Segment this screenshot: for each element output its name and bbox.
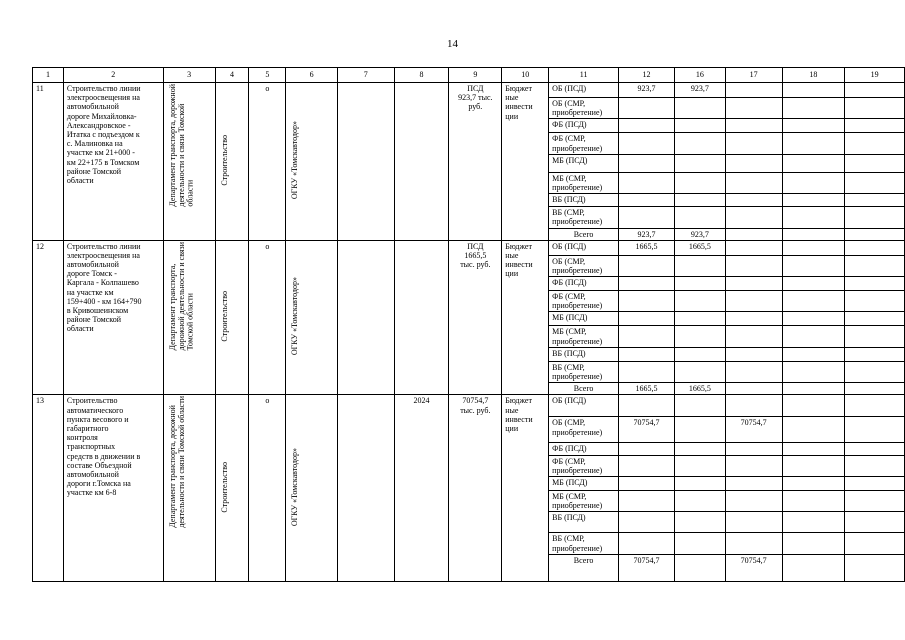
- fund-label: ВБ (СМР, приобретение): [549, 207, 619, 228]
- value-col19: [845, 347, 905, 361]
- value-col17: [725, 395, 782, 417]
- department: [163, 83, 215, 241]
- value-col12: [619, 133, 675, 154]
- value-col18: [782, 291, 845, 312]
- value-col16: 1665,5: [674, 383, 725, 395]
- department-text: Департамент транспорта, дорожной деятельности и связи Томской области: [167, 84, 195, 207]
- header-cell: 19: [845, 68, 905, 83]
- fund-label: МБ (СМР, приобретение): [549, 172, 619, 193]
- value-col16: [674, 207, 725, 228]
- value-col19: [845, 240, 905, 255]
- value-col19: [845, 383, 905, 395]
- fund-label: ФБ (СМР, приобретение): [549, 291, 619, 312]
- header-cell: 11: [549, 68, 619, 83]
- fund-label: МБ (ПСД): [549, 154, 619, 172]
- psd-cost: ПСД 1665,5 тыс. руб.: [449, 240, 502, 395]
- value-col16: [674, 361, 725, 382]
- value-col12: [619, 326, 675, 347]
- year-value: 2024: [394, 395, 449, 581]
- work-type-text: Строительство: [219, 134, 229, 186]
- value-col16: [674, 98, 725, 119]
- value-col17: [725, 312, 782, 326]
- header-cell: 1: [33, 68, 64, 83]
- value-col17: [725, 383, 782, 395]
- work-type: [215, 83, 249, 241]
- fund-label: Всего: [549, 228, 619, 240]
- fund-label: МБ (ПСД): [549, 312, 619, 326]
- header-row: [33, 68, 905, 83]
- value-col17: [725, 172, 782, 193]
- value-col12: [619, 455, 675, 476]
- fund-label: ОБ (ПСД): [549, 240, 619, 255]
- value-col12: [619, 98, 675, 119]
- value-col12: [619, 443, 675, 455]
- fund-label: ОБ (СМР, приобретение): [549, 255, 619, 276]
- row-number: 13: [33, 395, 64, 581]
- value-col18: [782, 312, 845, 326]
- value-col16: [674, 172, 725, 193]
- value-col17: [725, 119, 782, 133]
- value-col16: [674, 154, 725, 172]
- value-col12: [619, 347, 675, 361]
- year-value: [394, 83, 449, 241]
- fund-label: ОБ (ПСД): [549, 83, 619, 98]
- work-type: [215, 240, 249, 395]
- value-col16: [674, 455, 725, 476]
- fund-label: Всего: [549, 554, 619, 581]
- value-col18: [782, 361, 845, 382]
- value-col16: [674, 476, 725, 490]
- value-col12: [619, 291, 675, 312]
- header-cell: 16: [674, 68, 725, 83]
- fund-label: МБ (СМР, приобретение): [549, 326, 619, 347]
- header-cell: 18: [782, 68, 845, 83]
- value-col17: 70754,7: [725, 417, 782, 443]
- value-col16: 923,7: [674, 83, 725, 98]
- value-col19: [845, 476, 905, 490]
- value-col17: [725, 277, 782, 291]
- value-col16: [674, 417, 725, 443]
- value-col17: [725, 154, 782, 172]
- value-col12: [619, 533, 675, 554]
- value-col17: [725, 291, 782, 312]
- value-col18: [782, 207, 845, 228]
- customer-text: ОГКУ «Томскавтодор»: [290, 447, 300, 526]
- header-cell: 6: [286, 68, 338, 83]
- header-cell: 4: [215, 68, 249, 83]
- value-col12: 923,7: [619, 83, 675, 98]
- header-cell: 2: [63, 68, 163, 83]
- value-col16: [674, 133, 725, 154]
- value-col18: [782, 554, 845, 581]
- object-name: Строительство линии электроосвещения на автомобильной дороге Михайловка- Александровское - Итатка с подъездом к с. Малиновка на участке км 21+000 - км 22+175 в Томском районе Томской области: [63, 83, 163, 241]
- table-row: [33, 240, 905, 255]
- value-col18: [782, 490, 845, 511]
- work-type-text: Строительство: [219, 461, 229, 513]
- fund-label: МБ (СМР, приобретение): [549, 490, 619, 511]
- investment-table: [32, 67, 905, 582]
- value-col16: [674, 277, 725, 291]
- value-col12: [619, 476, 675, 490]
- value-col17: [725, 133, 782, 154]
- value-col18: [782, 194, 845, 207]
- table-row: [33, 395, 905, 417]
- value-col16: [674, 395, 725, 417]
- value-col16: [674, 312, 725, 326]
- col7-value: [337, 240, 394, 395]
- value-col17: [725, 347, 782, 361]
- col5-value: о: [249, 240, 286, 395]
- value-col17: [725, 361, 782, 382]
- object-name: Строительство автоматического пункта весового и габаритного контроля транспортных средств в движении в составе Объездной автомобильной дороги г.Томска на участке км 6-8: [63, 395, 163, 581]
- col5-value: о: [249, 395, 286, 581]
- year-value: [394, 240, 449, 395]
- value-col19: [845, 154, 905, 172]
- value-col12: [619, 172, 675, 193]
- value-col18: [782, 228, 845, 240]
- fund-label: ВБ (СМР, приобретение): [549, 533, 619, 554]
- value-col17: [725, 476, 782, 490]
- table-row: [33, 83, 905, 98]
- value-col12: [619, 312, 675, 326]
- value-col16: [674, 291, 725, 312]
- object-name: Строительство линии электроосвещения на автомобильной дороге Томск - Каргала - Колпашево на участке км 159+400 - км 164+790 в Кривошеинском районе Томской области: [63, 240, 163, 395]
- value-col18: [782, 240, 845, 255]
- psd-cost: 70754,7 тыс. руб.: [449, 395, 502, 581]
- fund-label: ФБ (ПСД): [549, 277, 619, 291]
- fund-label: ВБ (ПСД): [549, 347, 619, 361]
- work-type-text: Строительство: [219, 291, 229, 342]
- value-col17: [725, 228, 782, 240]
- department: [163, 395, 215, 581]
- department: [163, 240, 215, 395]
- table-body: [33, 68, 905, 582]
- value-col19: [845, 554, 905, 581]
- department-text: Департамент транспорта, дорожной деятельности и связи Томской области: [167, 241, 195, 351]
- value-col19: [845, 98, 905, 119]
- value-col18: [782, 533, 845, 554]
- value-col16: [674, 119, 725, 133]
- value-col16: [674, 194, 725, 207]
- value-col17: [725, 255, 782, 276]
- fund-label: ВБ (ПСД): [549, 194, 619, 207]
- work-type: [215, 395, 249, 581]
- value-col12: 1665,5: [619, 240, 675, 255]
- value-col18: [782, 512, 845, 533]
- value-col19: [845, 417, 905, 443]
- fund-label: ВБ (СМР, приобретение): [549, 361, 619, 382]
- value-col12: 70754,7: [619, 417, 675, 443]
- value-col18: [782, 172, 845, 193]
- fund-label: ОБ (СМР, приобретение): [549, 98, 619, 119]
- header-cell: 10: [502, 68, 549, 83]
- value-col17: [725, 326, 782, 347]
- department-text: Департамент транспорта, дорожной деятельности и связи Томской области: [167, 396, 186, 529]
- value-col18: [782, 277, 845, 291]
- fund-label: ВБ (ПСД): [549, 512, 619, 533]
- value-col19: [845, 194, 905, 207]
- value-col16: [674, 326, 725, 347]
- value-col12: [619, 154, 675, 172]
- value-col18: [782, 326, 845, 347]
- value-col18: [782, 255, 845, 276]
- fund-label: ОБ (ПСД): [549, 395, 619, 417]
- value-col17: [725, 83, 782, 98]
- fund-label: ФБ (СМР, приобретение): [549, 133, 619, 154]
- header-cell: 9: [449, 68, 502, 83]
- value-col12: [619, 194, 675, 207]
- customer-text: ОГКУ «Томскавтодор»: [290, 121, 300, 200]
- header-cell: 12: [619, 68, 675, 83]
- customer-text: ОГКУ «Томскавтодор»: [290, 277, 300, 356]
- value-col16: [674, 443, 725, 455]
- psd-cost: ПСД 923,7 тыс. руб.: [449, 83, 502, 241]
- value-col16: [674, 490, 725, 511]
- value-col19: [845, 172, 905, 193]
- row-number: 12: [33, 240, 64, 395]
- value-col16: [674, 512, 725, 533]
- value-col19: [845, 133, 905, 154]
- funding-source: Бюджет ные инвести ции: [502, 395, 549, 581]
- value-col18: [782, 476, 845, 490]
- header-cell: 17: [725, 68, 782, 83]
- value-col17: [725, 207, 782, 228]
- value-col17: [725, 98, 782, 119]
- header-cell: 3: [163, 68, 215, 83]
- value-col12: [619, 512, 675, 533]
- value-col19: [845, 455, 905, 476]
- value-col18: [782, 443, 845, 455]
- value-col17: [725, 455, 782, 476]
- header-cell: 7: [337, 68, 394, 83]
- value-col12: [619, 255, 675, 276]
- value-col18: [782, 154, 845, 172]
- value-col16: [674, 554, 725, 581]
- col7-value: [337, 83, 394, 241]
- value-col18: [782, 347, 845, 361]
- page-number: 14: [447, 38, 458, 50]
- value-col18: [782, 395, 845, 417]
- value-col19: [845, 207, 905, 228]
- value-col16: 923,7: [674, 228, 725, 240]
- value-col16: [674, 255, 725, 276]
- value-col19: [845, 277, 905, 291]
- fund-label: ФБ (СМР, приобретение): [549, 455, 619, 476]
- value-col19: [845, 326, 905, 347]
- value-col19: [845, 312, 905, 326]
- value-col19: [845, 443, 905, 455]
- value-col16: 1665,5: [674, 240, 725, 255]
- value-col17: [725, 512, 782, 533]
- value-col19: [845, 83, 905, 98]
- value-col19: [845, 395, 905, 417]
- value-col19: [845, 228, 905, 240]
- value-col12: [619, 361, 675, 382]
- value-col19: [845, 490, 905, 511]
- col7-value: [337, 395, 394, 581]
- header-cell: 5: [249, 68, 286, 83]
- value-col19: [845, 255, 905, 276]
- value-col17: [725, 443, 782, 455]
- value-col17: [725, 240, 782, 255]
- value-col17: 70754,7: [725, 554, 782, 581]
- value-col17: [725, 490, 782, 511]
- value-col18: [782, 119, 845, 133]
- header-cell: 8: [394, 68, 449, 83]
- value-col17: [725, 194, 782, 207]
- value-col16: [674, 533, 725, 554]
- col5-value: о: [249, 83, 286, 241]
- fund-label: ОБ (СМР, приобретение): [549, 417, 619, 443]
- fund-label: МБ (ПСД): [549, 476, 619, 490]
- fund-label: ФБ (ПСД): [549, 119, 619, 133]
- fund-label: ФБ (ПСД): [549, 443, 619, 455]
- value-col19: [845, 291, 905, 312]
- value-col18: [782, 383, 845, 395]
- value-col18: [782, 133, 845, 154]
- value-col12: [619, 490, 675, 511]
- value-col12: [619, 395, 675, 417]
- value-col17: [725, 533, 782, 554]
- value-col12: [619, 119, 675, 133]
- value-col19: [845, 533, 905, 554]
- value-col18: [782, 417, 845, 443]
- value-col19: [845, 361, 905, 382]
- value-col12: 923,7: [619, 228, 675, 240]
- funding-source: Бюджет ные инвести ции: [502, 240, 549, 395]
- value-col19: [845, 512, 905, 533]
- value-col19: [845, 119, 905, 133]
- customer: [286, 240, 338, 395]
- funding-source: Бюджет ные инвести ции: [502, 83, 549, 241]
- customer: [286, 83, 338, 241]
- value-col18: [782, 83, 845, 98]
- value-col18: [782, 98, 845, 119]
- customer: [286, 395, 338, 581]
- row-number: 11: [33, 83, 64, 241]
- fund-label: Всего: [549, 383, 619, 395]
- value-col12: 1665,5: [619, 383, 675, 395]
- value-col18: [782, 455, 845, 476]
- value-col12: [619, 277, 675, 291]
- value-col12: 70754,7: [619, 554, 675, 581]
- value-col16: [674, 347, 725, 361]
- value-col12: [619, 207, 675, 228]
